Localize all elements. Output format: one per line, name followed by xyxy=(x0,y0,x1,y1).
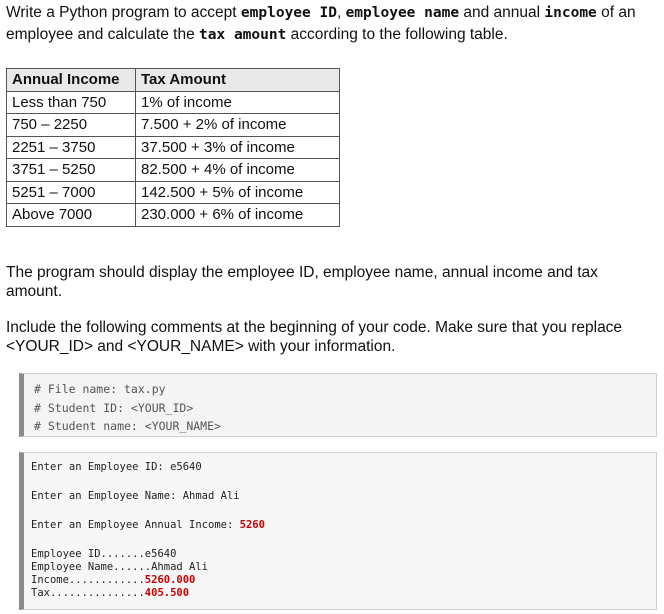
user-input-id: e5640 xyxy=(170,461,202,473)
console-output-income xyxy=(31,574,195,587)
display-requirement-paragraph: The program should display the employee ID, employee name, annual income and tax amount. xyxy=(6,264,598,300)
table-row xyxy=(7,136,340,159)
inline-code-employee-id: employee ID xyxy=(240,5,337,21)
comments-instruction-paragraph: Include the following comments at the beginning of your code. Make sure that you replace <YOUR_ID> and <YOUR_NAME> with your information. xyxy=(6,319,623,355)
comment-code-block xyxy=(19,373,657,437)
table-cell: 750 – 2250 xyxy=(7,114,136,137)
output-value: Ahmad Ali xyxy=(151,561,209,573)
table-cell: 37.500 + 3% of income xyxy=(136,136,340,159)
inline-code-income: income xyxy=(544,5,597,21)
intro-text: , xyxy=(336,4,346,21)
inline-code-employee-name: employee name xyxy=(345,5,460,21)
output-value: 5260.000 xyxy=(144,574,196,586)
sample-run-console xyxy=(19,452,657,610)
output-label: Income............ xyxy=(31,574,145,586)
table-cell: 230.000 + 6% of income xyxy=(136,204,340,227)
output-label: Employee Name...... xyxy=(31,561,152,573)
table-cell: Less than 750 xyxy=(7,91,136,114)
prompt-text: Enter an Employee Annual Income: xyxy=(31,519,240,531)
table-row xyxy=(7,181,340,204)
table-row xyxy=(7,159,340,182)
table-cell: Above 7000 xyxy=(7,204,136,227)
table-cell: 3751 – 5250 xyxy=(7,159,136,182)
code-line-student-name: # Student name: <YOUR_NAME> xyxy=(34,419,221,433)
console-line-id-prompt xyxy=(31,461,202,474)
intro-text: Write a Python program to accept xyxy=(6,4,241,21)
column-header-tax-amount: Tax Amount xyxy=(136,69,340,92)
output-value: 405.500 xyxy=(144,587,190,599)
table-row xyxy=(7,204,340,227)
code-line-student-id: # Student ID: <YOUR_ID> xyxy=(34,400,194,415)
table-cell: 142.500 + 5% of income xyxy=(136,181,340,204)
inline-code-tax-amount: tax amount xyxy=(199,27,287,43)
table-cell: 5251 – 7000 xyxy=(7,181,136,204)
table-row xyxy=(7,91,340,114)
console-output-employee-id xyxy=(31,548,176,561)
table-cell: 2251 – 3750 xyxy=(7,136,136,159)
prompt-text: Enter an Employee ID: xyxy=(31,461,171,473)
user-input-income: 5260 xyxy=(239,519,265,531)
output-label: Employee ID....... xyxy=(31,548,145,560)
table-cell: 82.500 + 4% of income xyxy=(136,159,340,182)
intro-text: of an employee and calculate the xyxy=(6,4,636,43)
console-output-employee-name xyxy=(31,561,208,574)
output-value: e5640 xyxy=(144,548,177,560)
intro-text: and annual xyxy=(459,4,545,21)
user-input-name: Ahmad Ali xyxy=(182,490,240,502)
table-cell: 7.500 + 2% of income xyxy=(136,114,340,137)
code-line-file-name: # File name: tax.py xyxy=(34,382,166,396)
table-row xyxy=(7,114,340,137)
console-line-name-prompt xyxy=(31,490,240,503)
intro-text: according to the following table. xyxy=(286,26,508,43)
column-header-annual-income: Annual Income xyxy=(7,69,136,92)
output-label: Tax............... xyxy=(31,587,145,599)
console-line-income-prompt xyxy=(31,519,265,532)
tax-rate-table xyxy=(6,68,340,227)
prompt-text: Enter an Employee Name: xyxy=(31,490,183,502)
table-cell: 1% of income xyxy=(136,91,340,114)
console-output-tax xyxy=(31,587,189,600)
problem-statement xyxy=(6,2,656,46)
table-header-row xyxy=(7,69,340,92)
